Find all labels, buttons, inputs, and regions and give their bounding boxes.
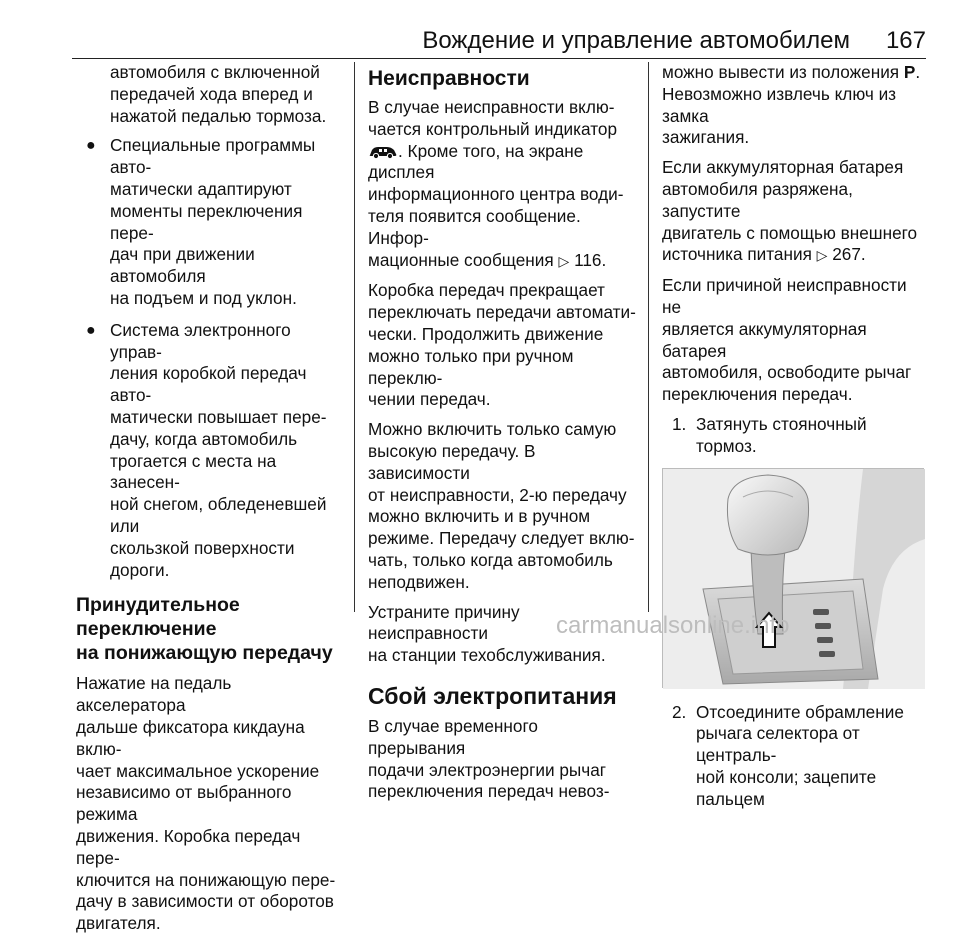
- column-divider: [354, 62, 355, 612]
- power-failure-paragraph: В случае временного прерывания подачи электроэнергии рычаг переключения передач невоз-: [368, 715, 610, 802]
- faults-paragraph-4: Устраните причину неисправности на станции техобслуживания.: [368, 601, 606, 666]
- kickdown-heading: Принудительное переключение на понижающую передачу: [76, 594, 333, 665]
- column-1: [76, 62, 341, 943]
- header-rule: [72, 58, 926, 59]
- gear-p-label: P: [903, 62, 916, 82]
- page-reference-icon: ▷: [816, 247, 828, 264]
- gear-selector-drawing: [663, 469, 925, 689]
- column-divider: [648, 62, 649, 612]
- transmission-warning-car-icon: [368, 144, 398, 160]
- gear-selector-illustration: [662, 468, 924, 688]
- page-reference-icon: ▷: [558, 252, 570, 269]
- step-2: 2. Отсоедините обрамление рычага селектора от централь- ной консоли; зацепите пальцем: [672, 701, 904, 809]
- intro-paragraph: автомобиля с включенной передачей хода вперед и нажатой педалью тормоза.: [110, 62, 327, 126]
- kickdown-paragraph: Нажатие на педаль акселератора дальше фиксатора кикдауна вклю- чает максимальное ускорение независимо от выбранного режима движения. Коробка передач пере- ключится на понижающую пере- дачу в зависимости от оборотов двигателя.: [76, 673, 336, 934]
- page-number: 167: [885, 27, 926, 54]
- page-reference-link[interactable]: 267.: [832, 244, 866, 265]
- battery-paragraph: Если аккумуляторная батарея автомобиля разряжена, запустите двигатель с помощью внешнего источника питания ▷ 267.: [662, 157, 918, 265]
- faults-paragraph-1: В случае неисправности вклю- чается контрольный индикатор . Кроме того, на экране дисплея информационного центра води- теля появится сообщение. Инфор- мационные сообщения ▷ 116.: [368, 97, 624, 270]
- bullet-icon: ●: [86, 137, 96, 155]
- bullet-item: ● Специальные программы авто- матически адаптируют моменты переключения пере- дач при движении автомобиля на подъем и под уклон.: [86, 135, 316, 308]
- faults-paragraph-3: Можно включить только самую высокую передачу. В зависимости от неисправности, 2-ю передачу можно включить и в ручном режиме. Передачу следует вклю- чать, только когда автомобиль неподвижен.: [368, 419, 635, 592]
- page-header: [0, 0, 960, 58]
- bullet-item: ● Система электронного управ- ления коробкой передач авто- матически повышает пере- дачу, когда автомобиль трогается с места на занесен- ной снегом, обледеневшей или скользкой поверхности дороги.: [86, 319, 327, 580]
- power-failure-heading: Сбой электропитания: [368, 682, 617, 709]
- page-reference-link[interactable]: 116.: [574, 249, 607, 270]
- power-failure-continued: можно вывести из положения P. Невозможно извлечь ключ из замка зажигания.: [662, 62, 921, 148]
- watermark: carmanualsonline.info: [556, 612, 790, 639]
- page-title: Вождение и управление автомобилем: [422, 27, 850, 54]
- bullet-icon: ●: [86, 321, 96, 339]
- column-3: [662, 62, 928, 819]
- release-lever-paragraph: Если причиной неисправности не является аккумуляторная батарея автомобиля, освободите рычаг переключения передач.: [662, 275, 912, 405]
- column-2: [368, 62, 636, 811]
- faults-paragraph-2: Коробка передач прекращает переключать передачи автомати- чески. Продолжить движение можно только при ручном переклю- чении передач.: [368, 280, 636, 410]
- step-1: 1. Затянуть стояночный тормоз.: [672, 413, 867, 456]
- faults-heading: Неисправности: [368, 67, 530, 90]
